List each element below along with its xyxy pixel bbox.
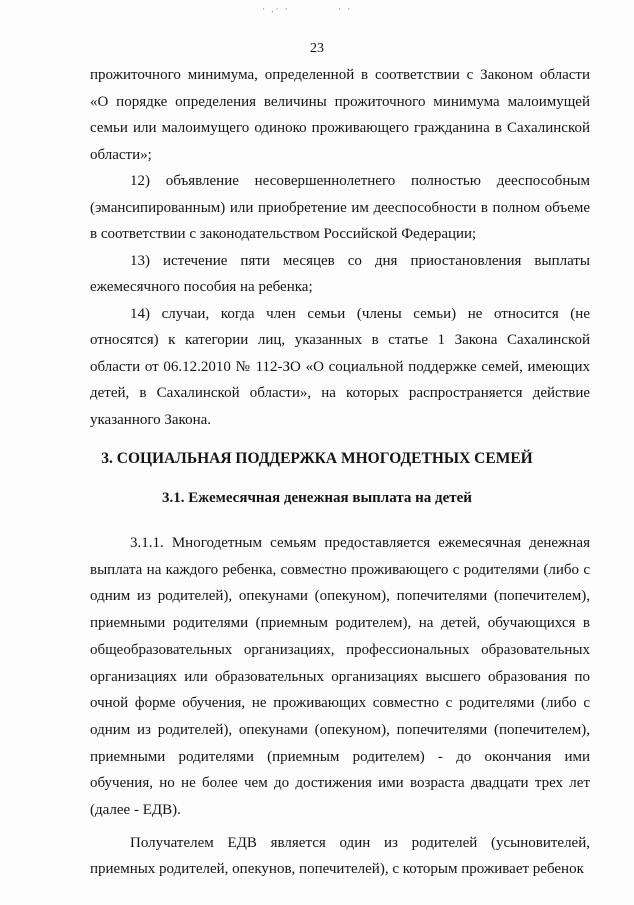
body-text-bottom xyxy=(90,530,590,883)
paragraph: 12) объявление несовершеннолетнего полностью дееспособным (эмансипированным) или приобретение им дееспособности в полном объеме в соответствии с законодательством Российской Федерации; xyxy=(90,173,590,242)
scan-artifact: · · xyxy=(338,4,353,14)
paragraph: 13) истечение пяти месяцев со дня приостановления выплаты ежемесячного пособия на ребенка; xyxy=(90,252,590,295)
subsection-heading: 3.1. Ежемесячная денежная выплата на детей xyxy=(162,490,472,506)
paragraph: 14) случаи, когда член семьи (члены семьи) не относится (не относятся) к категории лиц, указанных в статье 1 Закона Сахалинской области от 06.12.2010 № 112-ЗО «О социальной поддержке семей, имеющих детей, в Сахалинской области», на которых распространяется действие указанного Закона. xyxy=(90,305,590,428)
paragraph: прожиточного минимума, определенной в соответствии с Законом области «О порядке определения величины прожиточного минимума малоимущей семьи или малоимущего одиноко проживающего гражданина в Сахалинской области»; xyxy=(90,67,590,163)
scan-artifact: · .· · xyxy=(262,4,290,14)
page-number: 23 xyxy=(310,41,324,56)
section-heading: 3. СОЦИАЛЬНАЯ ПОДДЕРЖКА МНОГОДЕТНЫХ СЕМЕЙ xyxy=(101,450,533,467)
paragraph: 3.1.1. Многодетным семьям предоставляется ежемесячная денежная выплата на каждого ребенка, совместно проживающего с родителями (либо с одним из родителей), опекунами (опекуном), попечителями (попечителем), приемными родителями (приемным родителем), на детей, обучающихся в общеобразовательных организациях, профессиональных образовательных организациях или образовательных организациях высшего образования по очной форме обучения, не проживающих совместно с родителями (либо с одним из родителей), опекунами (опекуном), попечителями (попечителем), приемными родителями (приемным родителем) - до окончания ими обучения, но не более чем до достижения ими возраста двадцати трех лет (далее - ЕДВ). xyxy=(90,535,590,819)
paragraph: Получателем ЕДВ является один из родителей (усыновителей, приемных родителей, опекунов, попечителей), с которым проживает ребенок xyxy=(90,834,590,878)
body-text-top xyxy=(90,62,590,433)
